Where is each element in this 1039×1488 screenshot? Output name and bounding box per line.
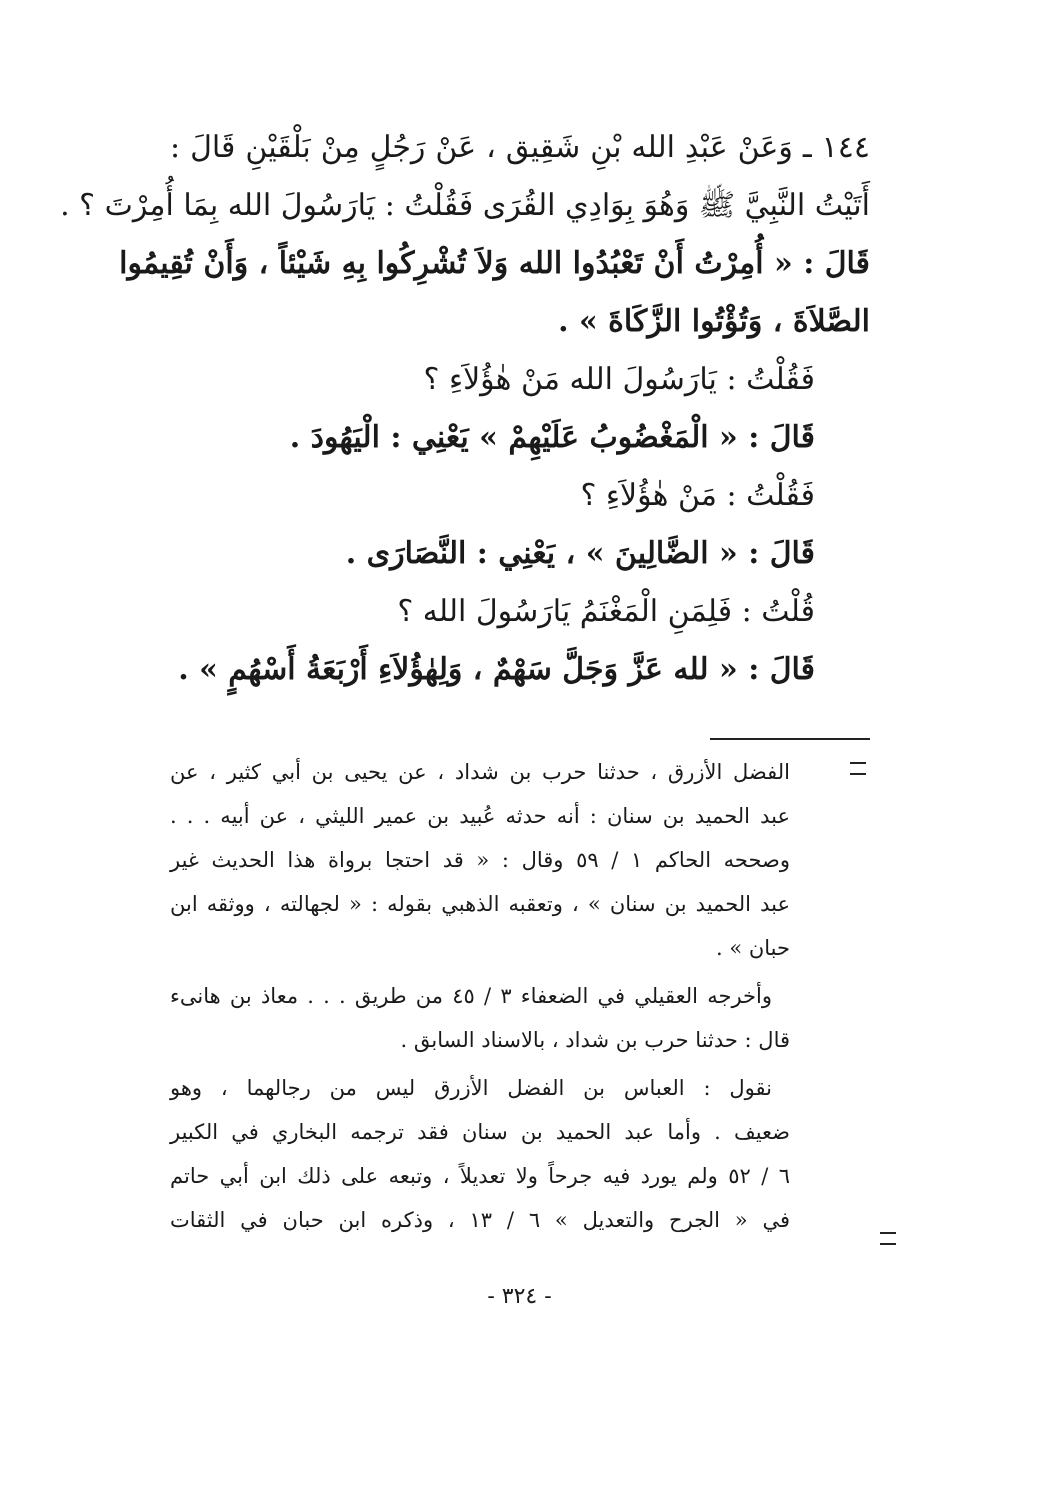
footnote-line: ٦ / ٥٢ ولم يورد فيه جرحاً ولا تعديلاً ، وتبعه على ذلك ابن أبي حاتم (170, 1164, 790, 1188)
footnote-line: قال : حدثنا حرب بن شداد ، بالاسناد السابق . (400, 1028, 790, 1052)
continuation-marker-end (880, 1232, 896, 1245)
footnote-line: في « الجرح والتعديل » ٦ / ١٣ ، وذكره ابن حبان في الثقات (170, 1208, 790, 1232)
footnote-line: عبد الحميد بن سنان : أنه حدثه عُبيد بن عمير الليثي ، عن أبيه . . . (170, 804, 790, 828)
hadith-line: أَتَيْتُ النَّبِيَّ ﷺ وَهُوَ بِوَادِي القُرَى فَقُلْتُ : يَارَسُولَ الله بِمَا أُمِرْتَ ؟ . (60, 188, 870, 223)
footnote-line: نقول : العباس بن الفضل الأزرق ليس من رجالهما ، وهو (170, 1076, 772, 1100)
footnote-line: الفضل الأزرق ، حدثنا حرب بن شداد ، عن يحيى بن أبي كثير ، عن (170, 760, 790, 784)
hadith-line: فَقُلْتُ : يَارَسُولَ الله مَنْ هٰؤُلاَءِ ؟ (423, 362, 815, 397)
footnote-line: حبان » . (715, 936, 790, 960)
page-number: - ٣٢٤ - (487, 1284, 552, 1309)
footnote-divider (710, 738, 870, 740)
hadith-line: الصَّلاَةَ ، وَتُؤْتُوا الزَّكَاةَ » . (558, 304, 870, 339)
hadith-line: قَالَ : « الضَّالِينَ » ، يَعْنِي : النَّصَارَى . (345, 536, 815, 571)
hadith-line: قُلْتُ : فَلِمَنِ الْمَغْنَمُ يَارَسُولَ الله ؟ (397, 594, 815, 629)
hadith-line: قَالَ : « لله عَزَّ وَجَلَّ سَهْمٌ ، وَلِهٰؤُلاَءِ أَرْبَعَةُ أَسْهُمٍ » . (178, 652, 815, 687)
hadith-line: قَالَ : « أُمِرْتُ أَنْ تَعْبُدُوا الله وَلاَ تُشْرِكُوا بِهِ شَيْئاً ، وَأَنْ تُقِيمُوا (119, 246, 870, 281)
footnote-line: ضعيف . وأما عبد الحميد بن سنان فقد ترجمه البخاري في الكبير (170, 1120, 790, 1144)
footnote-line: عبد الحميد بن سنان » ، وتعقبه الذهبي بقوله : « لجهالته ، ووثقه ابن (170, 892, 790, 916)
footnote-line: وأخرجه العقيلي في الضعفاء ٣ / ٤٥ من طريق . . . معاذ بن هانىء (170, 984, 773, 1008)
footnote-line: وصححه الحاكم ١ / ٥٩ وقال : « قد احتجا برواة هذا الحديث غير (170, 848, 791, 872)
hadith-line: قَالَ : « الْمَغْضُوبُ عَلَيْهِمْ » يَعْنِي : الْيَهُودَ . (289, 420, 815, 455)
hadith-line: فَقُلْتُ : مَنْ هٰؤُلاَءِ ؟ (580, 478, 815, 513)
hadith-line: ١٤٤ ـ وَعَنْ عَبْدِ الله بْنِ شَقِيق ، عَنْ رَجُلٍ مِنْ بَلْقَيْنِ قَالَ : (170, 130, 870, 165)
continuation-marker-start (850, 762, 866, 775)
